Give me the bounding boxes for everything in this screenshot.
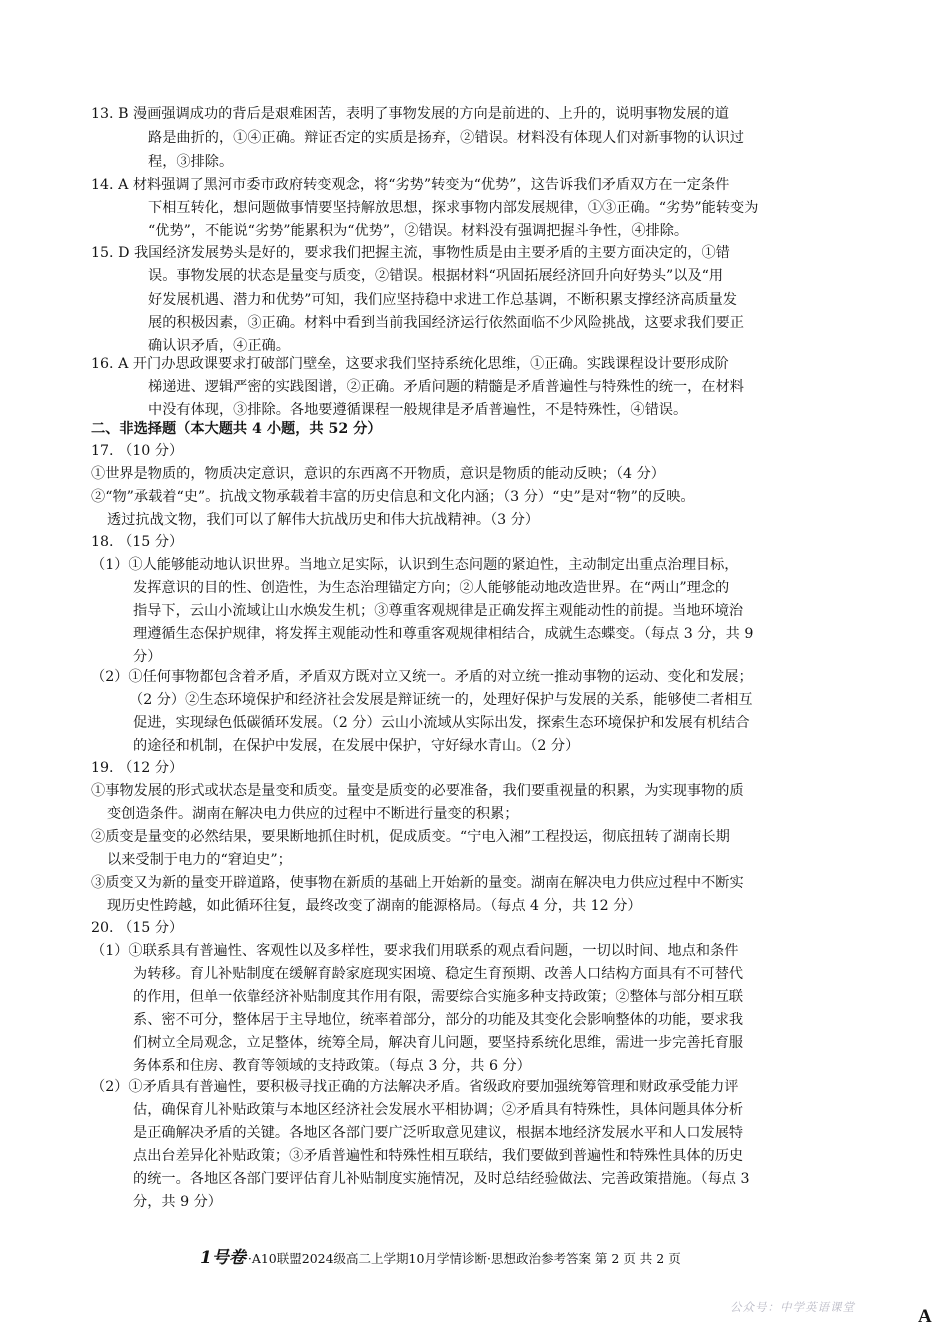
text-line: 分，共 9 分） [133,1194,222,1210]
text-line: ③质变又为新的量变开辟道路，使事物在新质的基础上开始新的量变。湖南在解决电力供应过程中不断实 [91,875,744,891]
text-line: 下相互转化，想问题做事情要坚持解放思想，探求事物内部发展规律，①③正确。“劣势”能转变为 [148,200,759,216]
text-line: 梯递进、逻辑严密的实践图谱，②正确。矛盾问题的精髓是矛盾普遍性与特殊性的统一，在材料 [148,379,744,395]
text-line: （1）①联系具有普遍性、客观性以及多样性，要求我们用联系的观点看问题，一切以时间、地点和条件 [91,943,739,959]
text-line: ①事物发展的形式或状态是量变和质变。量变是质变的必要准备，我们要重视量的积累，为实现事物的质 [91,783,744,799]
text-line: 程，③排除。 [148,154,234,170]
text-line: 13. B 漫画强调成功的背后是艰难困苦，表明了事物发展的方向是前进的、上升的，说明事物发展的道 [91,106,729,122]
text-line: 分） [133,649,162,665]
text-line: 的作用，但单一依靠经济补贴制度其作用有限，需要综合实施多种支持政策；②整体与部分相互联 [133,989,744,1005]
text-line: 是正确解决矛盾的关键。各地区各部门要广泛听取意见建议，根据本地经济发展水平和人口发展特 [133,1125,744,1141]
question-number: 19. （12 分） [91,760,184,776]
text-line: 误。事物发展的状态是量变与质变，②错误。根据材料“巩固拓展经济回升向好势头”以及“用 [148,268,724,284]
text-line: 理遵循生态保护规律，将发挥主观能动性和尊重客观规律相结合，成就生态蝶变。（每点 3 分，共 9 [133,626,754,642]
text-line: “优势”，不能说“劣势”能累积为“优势”，②错误。材料没有强调把握斗争性，④排除。 [148,223,689,239]
text-line: （2）①矛盾具有普遍性，要积极寻找正确的方法解决矛盾。省级政府要加强统筹管理和财政承受能力评 [91,1079,739,1095]
text-line: 点出台差异化补贴政策；③矛盾普遍性和特殊性相互联结，我们要做到普遍性和特殊性具体的历史 [133,1148,744,1164]
text-line: 16. A 开门办思政课要求打破部门壁垒，这要求我们坚持系统化思维，①正确。实践课程设计要形成阶 [91,356,729,372]
text-line: 以来受制于电力的“窘迫史”； [107,852,292,868]
text-line: 好发展机遇、潜力和优势”可知，我们应坚持稳中求进工作总基调，不断积累支撑经济高质量发 [148,292,737,308]
text-line: 15. D 我国经济发展势头是好的，要求我们把握主流，事物性质是由主要矛盾的主要方面决定的，①错 [91,245,730,261]
text-line: 为转移。育儿补贴制度在缓解育龄家庭现实困境、稳定生育预期、改善人口结构方面具有不可替代 [133,966,744,982]
text-line: ②“物”承载着“史”。抗战文物承载着丰富的历史信息和文化内涵；（3 分）“史”是对“物”的反映。 [91,489,695,505]
text-line: 展的积极因素，③正确。材料中看到当前我国经济运行依然面临不少风险挑战，这要求我们要正 [148,315,744,331]
section-heading: 二、非选择题（本大题共 4 小题，共 52 分） [91,421,382,437]
text-line: 变创造条件。湖南在解决电力供应的过程中不断进行量变的积累； [107,806,519,822]
question-number: 18. （15 分） [91,534,184,550]
question-number: 17. （10 分） [91,443,184,459]
text-line: 路是曲折的，①④正确。辩证否定的实质是扬弃，②错误。材料没有体现人们对新事物的认识过 [148,130,744,146]
text-line: 务体系和住房、教育等领域的支持政策。（每点 3 分，共 6 分） [133,1058,531,1074]
text-line: 发挥意识的目的性、创造性，为生态治理锚定方向；②人能够能动地改造世界。在“两山”理念的 [133,580,730,596]
text-line: 确认识矛盾，④正确。 [148,338,290,354]
text-line: 中没有体现，③排除。各地要遵循课程一般规律是矛盾普遍性，不是特殊性，④错误。 [148,402,688,418]
text-line: （1）①人能够能动地认识世界。当地立足实际，认识到生态问题的紧迫性，主动制定出重点治理目标， [91,557,739,573]
text-line: 透过抗战文物，我们可以了解伟大抗战历史和伟大抗战精神。（3 分） [107,512,540,528]
footer-text: ·A10联盟2024级高二上学期10月学情诊断·思想政治参考答案 第 2 页 共 2 页 [247,1251,681,1266]
text-line: 现历史性跨越，如此循环往复，最终改变了湖南的能源格局。（每点 4 分，共 12 分） [107,898,642,914]
text-line: 的统一。各地区各部门要评估育儿补贴制度实施情况，及时总结经验做法、完善政策措施。（每点 3 [133,1171,750,1187]
text-line: 们树立全局观念，立足整体，统筹全局，解决育儿问题，要坚持系统化思维，需进一步完善托育服 [133,1035,744,1051]
question-number: 20. （15 分） [91,920,184,936]
text-line: 促进，实现绿色低碳循环发展。（2 分）云山小流域从实际出发，探索生态环境保护和发展有机结合 [133,715,750,731]
text-line: （2 分）②生态环境保护和经济社会发展是辩证统一的，处理好保护与发展的关系，能够使二者相互 [129,692,753,708]
corner-mark: A [918,1306,932,1327]
text-line: 14. A 材料强调了黑河市委市政府转变观念，将“劣势”转变为“优势”，这告诉我们矛盾双方在一定条件 [91,177,730,193]
text-line: ①世界是物质的，物质决定意识，意识的东西离不开物质，意识是物质的能动反映；（4 分） [91,466,665,482]
text-line: （2）①任何事物都包含着矛盾，矛盾双方既对立又统一。矛盾的对立统一推动事物的运动、变化和发展； [91,669,753,685]
text-line: 的途径和机制，在保护中发展，在发展中保护，守好绿水青山。（2 分） [133,738,580,754]
text-line: 估，确保育儿补贴政策与本地区经济社会发展水平相协调；②矛盾具有特殊性，具体问题具体分析 [133,1102,744,1118]
watermark: 公众号：中学英语课堂 [730,1300,855,1314]
brand-logo: 1号卷 [200,1248,246,1268]
text-line: 系、密不可分，整体居于主导地位，统率着部分，部分的功能及其变化会影响整体的功能，要求我 [133,1012,744,1028]
text-line: 指导下，云山小流域让山水焕发生机；③尊重客观规律是正确发挥主观能动性的前提。当地环境治 [133,603,744,619]
page-footer [200,1248,681,1269]
text-line: ②质变是量变的必然结果，要果断地抓住时机，促成质变。“宁电入湘”工程投运，彻底扭转了湖南长期 [91,829,730,845]
